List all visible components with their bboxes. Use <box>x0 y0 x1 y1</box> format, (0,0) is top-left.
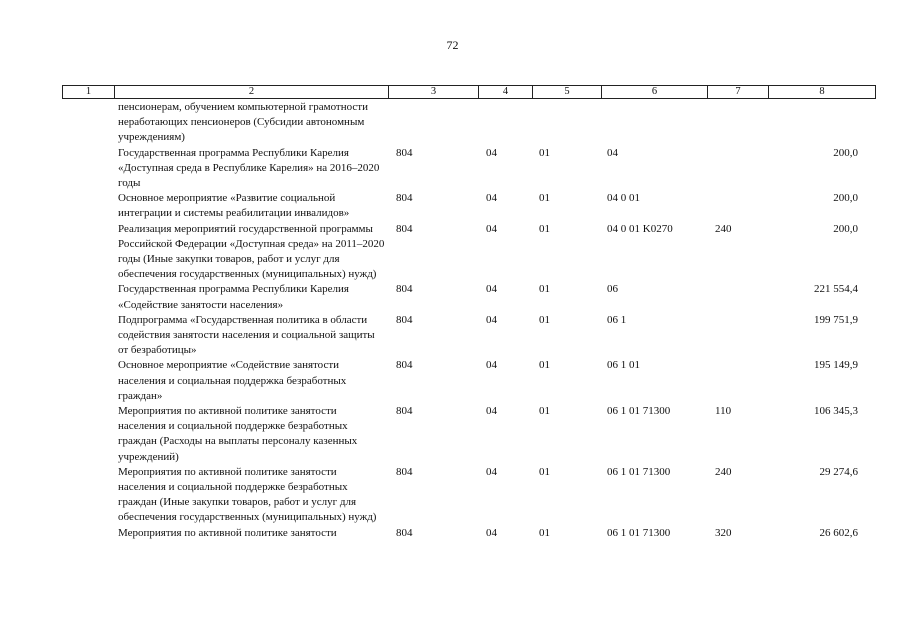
column-header-7: 7 <box>708 86 769 99</box>
row-target-article: 06 1 01 71300 <box>607 405 671 418</box>
row-target-article: 06 1 01 71300 <box>607 465 671 478</box>
row-description: Основное мероприятие «Развитие социальной интеграции и системы реабилитации инвалидов» <box>118 192 350 220</box>
row-expense-type: 240 <box>715 222 732 235</box>
row-amount: 221 554,4 <box>814 283 858 296</box>
row-subsection-code: 01 <box>539 405 550 418</box>
table-row <box>0 358 905 404</box>
row-target-article: 06 <box>607 283 618 296</box>
row-description: Государственная программа Республики Карелия «Доступная среда в Республике Карелия» на 2016–2020 годы <box>118 146 380 190</box>
column-header-2: 2 <box>115 86 389 99</box>
row-ministry-code: 804 <box>396 146 413 159</box>
row-ministry-code: 804 <box>396 222 413 235</box>
row-description: Подпрограмма «Государственная политика в области содействия занятости населения и социальной защиты от безработицы» <box>118 313 375 357</box>
column-header-3: 3 <box>389 86 479 99</box>
row-amount: 200,0 <box>833 222 858 235</box>
table-row <box>0 313 905 359</box>
row-amount: 200,0 <box>833 192 858 205</box>
row-description: пенсионерам, обучением компьютерной грамотности неработающих пенсионеров (Субсидии автономным учреждениям) <box>118 101 368 144</box>
table-row <box>0 282 905 312</box>
row-target-article: 06 1 01 <box>607 359 640 372</box>
row-section-code: 04 <box>486 192 497 205</box>
row-ministry-code: 804 <box>396 465 413 478</box>
column-header-4: 4 <box>479 86 533 99</box>
row-section-code: 04 <box>486 222 497 235</box>
row-target-article: 04 0 01 K0270 <box>607 222 673 235</box>
row-subsection-code: 01 <box>539 283 550 296</box>
row-section-code: 04 <box>486 283 497 296</box>
row-expense-type: 320 <box>715 526 732 539</box>
row-subsection-code: 01 <box>539 146 550 159</box>
row-subsection-code: 01 <box>539 313 550 326</box>
row-description: Мероприятия по активной политике занятости населения и социальной поддержке безработных граждан (Расходы на выплаты персоналу казенных учреждений) <box>118 405 358 463</box>
row-ministry-code: 804 <box>396 192 413 205</box>
row-expense-type: 240 <box>715 465 732 478</box>
row-amount: 26 602,6 <box>819 526 858 539</box>
row-description: Основное мероприятие «Содействие занятости населения и социальная поддержка безработных граждан» <box>118 359 347 402</box>
row-subsection-code: 01 <box>539 526 550 539</box>
row-amount: 199 751,9 <box>814 313 858 326</box>
column-header-table <box>62 85 876 99</box>
row-target-article: 06 1 <box>607 313 627 326</box>
row-subsection-code: 01 <box>539 192 550 205</box>
row-description: Мероприятия по активной политике занятости населения и социальной поддержке безработных граждан (Иные закупки товаров, работ и услуг для обеспечения государственных (муниципальных) нужд) <box>118 465 377 524</box>
row-amount: 29 274,6 <box>819 465 858 478</box>
budget-table-body <box>0 100 905 541</box>
row-section-code: 04 <box>486 405 497 418</box>
row-description: Государственная программа Республики Карелия «Содействие занятости населения» <box>118 283 349 311</box>
table-row <box>0 191 905 221</box>
row-target-article: 04 <box>607 146 618 159</box>
row-description: Мероприятия по активной политике занятости <box>118 526 337 539</box>
row-subsection-code: 01 <box>539 465 550 478</box>
row-section-code: 04 <box>486 359 497 372</box>
table-row <box>0 404 905 465</box>
row-target-article: 06 1 01 71300 <box>607 526 671 539</box>
page-number: 72 <box>446 38 459 52</box>
row-amount: 200,0 <box>833 146 858 159</box>
row-amount: 106 345,3 <box>814 405 858 418</box>
table-row <box>0 222 905 283</box>
column-header-8: 8 <box>769 86 876 99</box>
column-header-6: 6 <box>602 86 708 99</box>
table-row <box>0 100 905 146</box>
row-expense-type: 110 <box>715 405 732 418</box>
table-row <box>0 526 905 541</box>
row-subsection-code: 01 <box>539 359 550 372</box>
row-ministry-code: 804 <box>396 405 413 418</box>
table-row <box>0 146 905 192</box>
row-subsection-code: 01 <box>539 222 550 235</box>
row-section-code: 04 <box>486 465 497 478</box>
row-target-article: 04 0 01 <box>607 192 640 205</box>
column-header-row <box>63 86 876 99</box>
row-ministry-code: 804 <box>396 283 413 296</box>
table-row <box>0 465 905 526</box>
row-ministry-code: 804 <box>396 526 413 539</box>
row-description: Реализация мероприятий государственной программы Российской Федерации «Доступная среда» на 2011–2020 годы (Иные закупки товаров, работ и услуг для обеспечения государственных (муниципальных) нужд) <box>118 222 385 281</box>
row-section-code: 04 <box>486 313 497 326</box>
row-amount: 195 149,9 <box>814 359 858 372</box>
row-section-code: 04 <box>486 146 497 159</box>
row-ministry-code: 804 <box>396 359 413 372</box>
column-header-1: 1 <box>63 86 115 99</box>
row-section-code: 04 <box>486 526 497 539</box>
row-ministry-code: 804 <box>396 313 413 326</box>
column-header-5: 5 <box>533 86 602 99</box>
